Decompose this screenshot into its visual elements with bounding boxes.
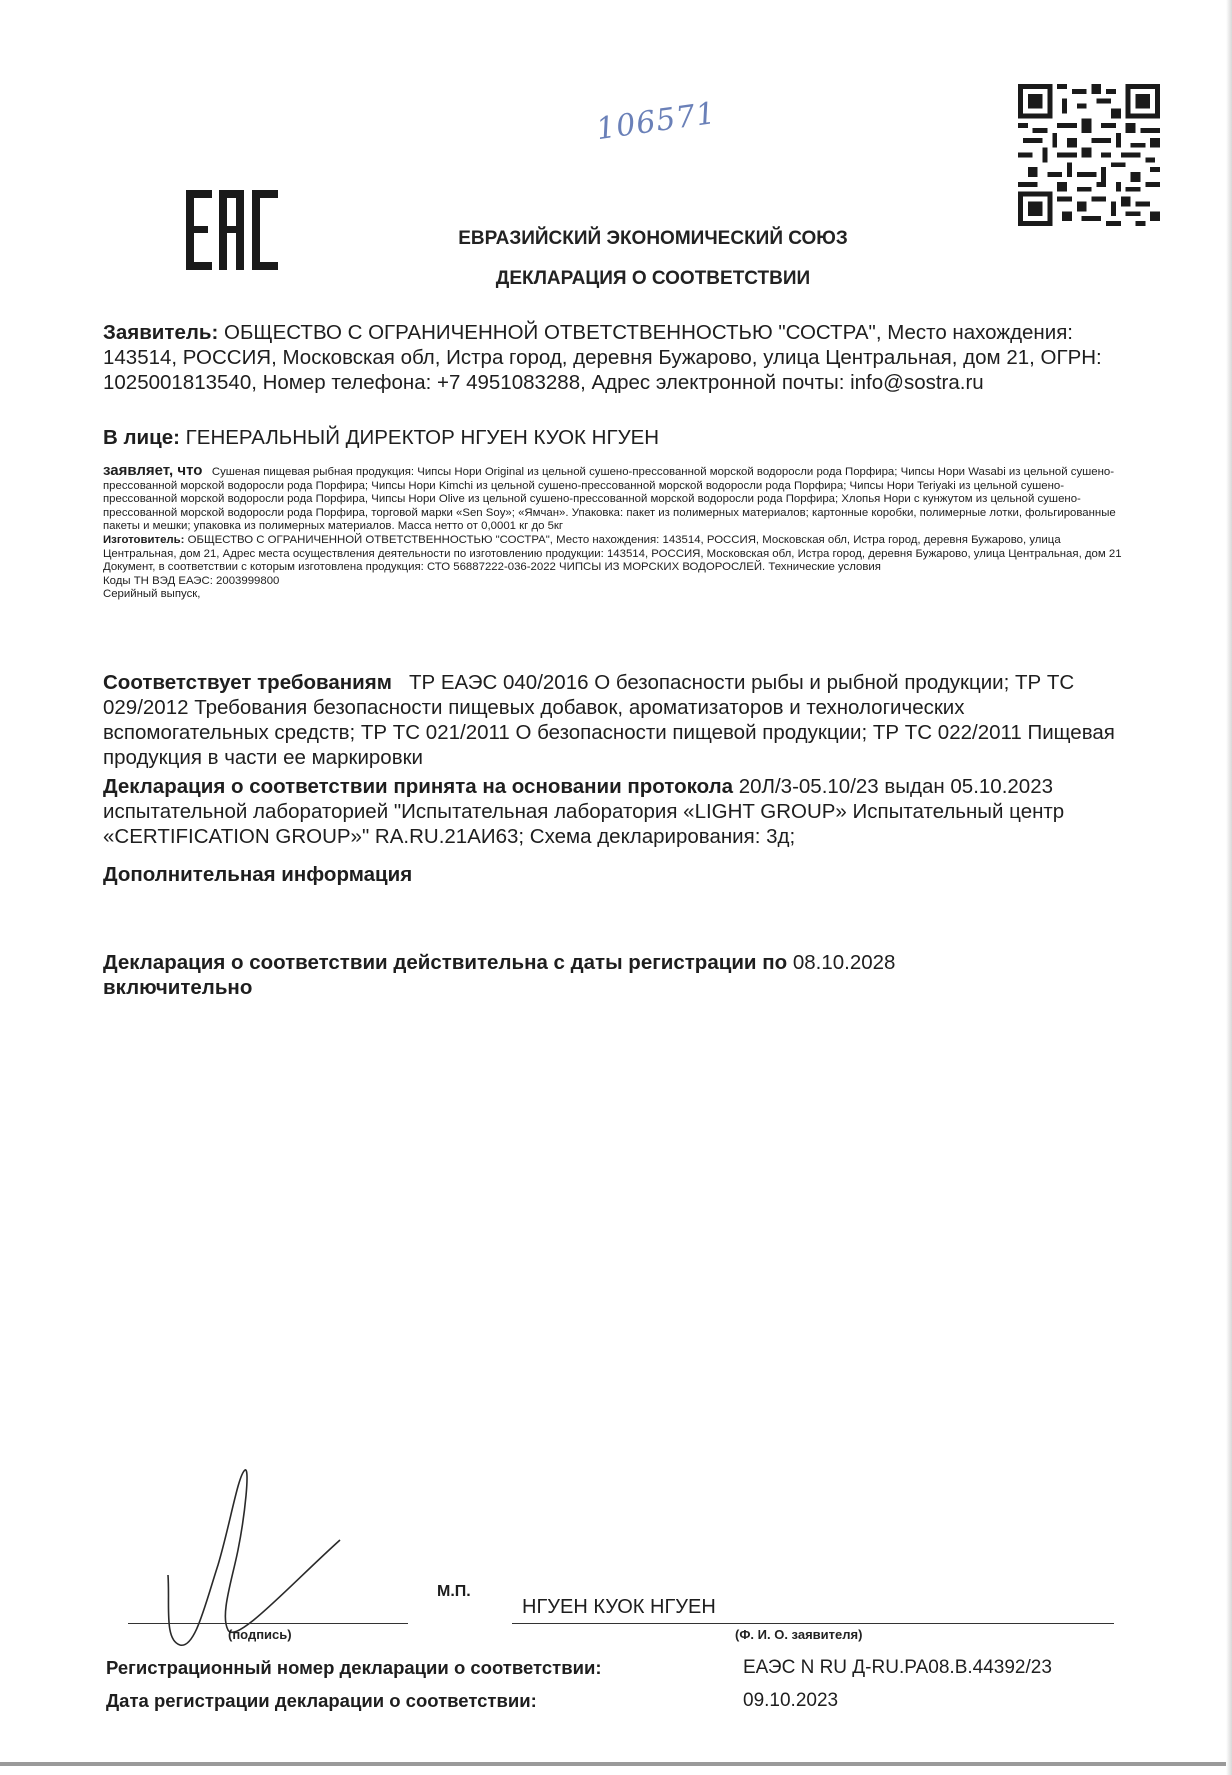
compliance-block (103, 670, 1133, 770)
basis-text: 20Л/3-05.10/23 выдан 05.10.2023 испытательной лабораторией "Испытательная лаборатория «LIGHT GROUP» Испытательный центр «CERTIFICATION GROUP»" RA.RU.21АИ63; Схема декларирования: 3д; (103, 775, 1065, 848)
applicant-block (103, 320, 1133, 395)
handwritten-signature (150, 1455, 350, 1655)
manufacturer-text: ОБЩЕСТВО С ОГРАНИЧЕННОЙ ОТВЕТСТВЕННОСТЬЮ "СОСТРА", Место нахождения: 143514, РОССИЯ, Московская обл, Истра город, деревня Бужарово, улица Центральная, дом 21, Адрес места осуществления деятельности по изготовлению продукции: 143514, РОССИЯ, Московская обл, Истра город, деревня Бужарово, улица Центральная, дом 21 (103, 533, 1122, 560)
representative-block (103, 425, 1133, 450)
product-description: Сушеная пищевая рыбная продукция: Чипсы Нори Original из цельной сушено-прессованной морской водоросли рода Порфира; Чипсы Нори Wasabi из цельной сушено- прессованной морской водоросли рода Порфира; Чипсы Нори Kimchi из цельной сушено-прессованной морской водоросли рода Порфира; Чипсы Нори Teriyaki из цельной сушено-прессованной морской водоросли рода Порфира, Чипсы Нори Olive из цельной сушено-прессованной морской водоросли рода Порфира; Хлопья Нори с кунжутом из цельной сушено-прессованной морской водоросли рода Порфира, торговой марки «Sen Soy»; «Ямчан». Упаковка: пакет из полимерных материалов; картонные коробки, полимерные лотки, фольгированные пакеты и мешки; упаковка из полимерных материалов. Масса нетто от 0,0001 кг до 5кг (103, 466, 1116, 533)
declares-block (103, 464, 1128, 602)
document-basis: Документ, в соответствии с которым изготовлена продукция: СТО 56887222-036-2022 ЧИПСЫ ИЗ МОРСКИХ ВОДОРОСЛЕЙ. Технические условия (103, 561, 881, 574)
stamp-label: М.П. (437, 1583, 471, 1600)
basis-label: Декларация о соответствии принята на основании протокола (103, 775, 734, 798)
compliance-text: ТР ЕАЭС 040/2016 О безопасности рыбы и рыбной продукции; ТР ТС 029/2012 Требования безопасности пищевых добавок, ароматизаторов и технологических вспомогательных средств; ТР ТС 021/2011 О безопасности пищевой продукции; ТР ТС 022/2011 Пищевая продукция в части ее маркировки (103, 671, 1115, 769)
qr-code-icon (1018, 84, 1160, 226)
tn-ved-codes: Коды ТН ВЭД ЕАЭС: 2003999800 (103, 574, 280, 587)
scan-bottom-edge (0, 1762, 1232, 1766)
union-title: ЕВРАЗИЙСКИЙ ЭКОНОМИЧЕСКИЙ СОЮЗ (458, 228, 848, 249)
applicant-text: ОБЩЕСТВО С ОГРАНИЧЕННОЙ ОТВЕТСТВЕННОСТЬЮ "СОСТРА", Место нахождения: 143514, РОССИЯ, Московская обл, Истра город, деревня Бужарово, улица Центральная, дом 21, ОГРН: 1025001813540, Номер телефона: +7 4951083288, Адрес электронной почты: info@sostra.ru (103, 321, 1102, 394)
validity-block (103, 950, 1003, 1000)
registration-number: ЕАЭС N RU Д-RU.РА08.В.44392/23 (743, 1657, 1052, 1678)
declaration-title: ДЕКЛАРАЦИЯ О СООТВЕТСТВИИ (495, 268, 811, 289)
manufacturer-label: Изготовитель: (103, 533, 185, 546)
validity-suffix: включительно (103, 976, 253, 999)
additional-label: Дополнительная информация (103, 863, 413, 886)
applicant-label: Заявитель: (103, 321, 219, 344)
scan-right-shadow (1226, 0, 1232, 1775)
basis-block (103, 774, 1133, 849)
signature-line (128, 1623, 408, 1624)
additional-info (103, 862, 1133, 887)
representative-label: В лице: (103, 426, 180, 449)
name-line (512, 1623, 1114, 1624)
name-caption: (Ф. И. О. заявителя) (735, 1627, 863, 1642)
representative-text: ГЕНЕРАЛЬНЫЙ ДИРЕКТОР НГУЕН КУОК НГУЕН (185, 426, 660, 449)
declares-label: заявляет, что (103, 462, 203, 479)
registration-date: 09.10.2023 (743, 1690, 839, 1711)
applicant-name: НГУЕН КУОК НГУЕН (522, 1596, 716, 1618)
compliance-label: Соответствует требованиям (103, 671, 392, 694)
validity-date: 08.10.2028 (792, 951, 896, 974)
registration-date-label: Дата регистрации декларации о соответствии: (106, 1690, 537, 1711)
registration-number-label: Регистрационный номер декларации о соответствии: (106, 1657, 602, 1678)
signature-caption: (подпись) (228, 1627, 292, 1642)
handwritten-number: 106571 (594, 95, 719, 148)
validity-label: Декларация о соответствии действительна с даты регистрации по (103, 951, 788, 974)
serial-release: Серийный выпуск, (103, 588, 201, 601)
